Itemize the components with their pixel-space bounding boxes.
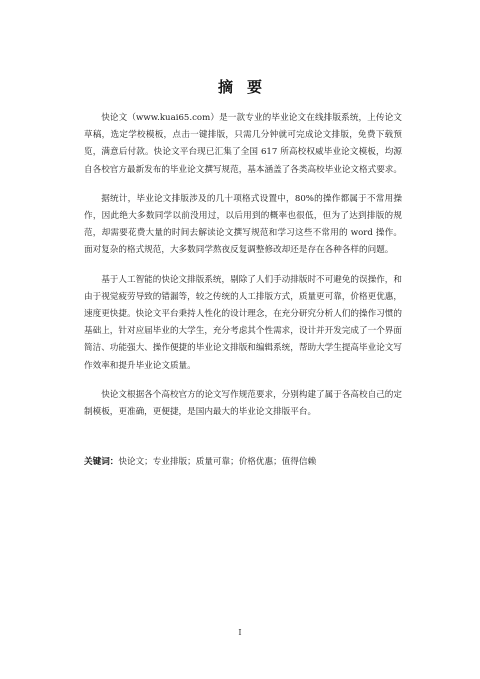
abstract-paragraph-1: 快论文（www.kuai65.com）是一款专业的毕业论文在线排版系统，上传论文草稿，选定学校模板，点击一键排版，只需几分钟就可完成论文排版，免费下载预览，满意后付款。快论文平台现已汇集了全国 617 所高校权威毕业论文模板，均源自各校官方最新发布的毕业论文撰写规范，基本涵盖了各类高校毕业论文格式要求。 xyxy=(84,113,402,175)
abstract-paragraph-3: 基于人工智能的快论文排版系统，剔除了人们手动排版时不可避免的误操作，和由于视觉疲劳导致的错漏等，较之传统的人工排版方式，质量更可靠，价格更优惠，速度更快捷。快论文平台秉持人性化的设计理念，在充分研究分析人们的操作习惯的基础上，针对应届毕业的大学生，充分考虑其个性需求，设计并开发完成了一个界面简洁、功能强大、操作便捷的毕业论文排版和编辑系统，帮助大学生提高毕业论文写作效率和提升毕业论文质量。 xyxy=(84,274,402,371)
abstract-paragraph-2: 据统计，毕业论文排版涉及的几十项格式设置中，80%的操作都属于不常用操作，因此绝大多数同学以前没用过，以后用到的概率也很低，但为了达到排版的规范，却需要花费大量的时间去解读论文撰写规范和学习这些不常用的 word 操作。面对复杂的格式规范，大多数同学熬夜反复调整修改却还是存在各种各样的问题。 xyxy=(84,193,402,256)
keywords-text: 快论文；专业排版；质量可靠；价格优惠；值得信赖 xyxy=(118,457,317,467)
abstract-paragraph-4: 快论文根据各个高校官方的论文写作规范要求，分别构建了属于各高校自己的定制模板，更准确，更便捷，是国内最大的毕业论文排版平台。 xyxy=(84,389,402,418)
keywords-line xyxy=(84,455,402,469)
abstract-body xyxy=(84,110,402,433)
page-number: I xyxy=(238,628,242,637)
page-title: 摘要 xyxy=(217,78,276,96)
keywords-label: 关键词： xyxy=(84,457,119,467)
